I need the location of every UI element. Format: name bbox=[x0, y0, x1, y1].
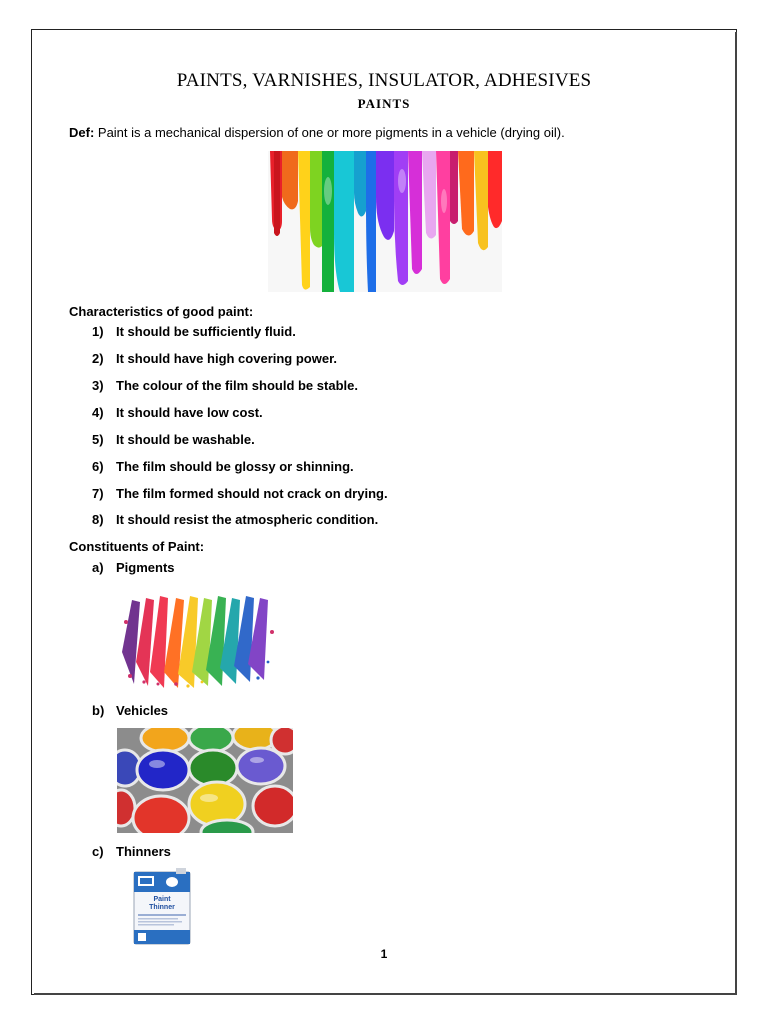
characteristic-item: 1) It should be sufficiently fluid. bbox=[92, 324, 296, 339]
pigments-image bbox=[118, 592, 278, 690]
thinner-can-label-line2: Thinner bbox=[149, 904, 175, 911]
characteristic-item: 6) The film should be glossy or shinning. bbox=[92, 459, 354, 474]
constituent-item-pigments: a) Pigments bbox=[92, 560, 175, 575]
constituent-item-vehicles: b) Vehicles bbox=[92, 703, 169, 718]
document-title: PAINTS, VARNISHES, INSULATOR, ADHESIVES bbox=[176, 70, 592, 91]
constituent-item-thinners: c) Thinners bbox=[92, 844, 171, 859]
definition-paragraph bbox=[69, 125, 565, 140]
characteristic-item: 3) The colour of the film should be stable. bbox=[92, 378, 358, 393]
dripping-paint-image bbox=[268, 151, 502, 292]
characteristic-item: 8) It should resist the atmospheric condition. bbox=[92, 512, 379, 527]
definition-text: Paint is a mechanical dispersion of one or more pigments in a vehicle (drying oil). bbox=[94, 125, 565, 140]
definition-label: Def: bbox=[69, 125, 95, 140]
thinner-can-label-line1: Paint bbox=[153, 896, 171, 903]
paint-cans-image bbox=[117, 728, 293, 833]
characteristic-item: 5) It should be washable. bbox=[92, 432, 255, 447]
paint-thinner-can-image bbox=[132, 868, 192, 946]
characteristic-item: 4) It should have low cost. bbox=[92, 405, 263, 420]
characteristic-item: 2) It should have high covering power. bbox=[92, 351, 338, 366]
characteristic-item: 7) The film formed should not crack on drying. bbox=[92, 486, 388, 501]
characteristics-heading: Characteristics of good paint: bbox=[69, 304, 254, 319]
page-number: 1 bbox=[380, 947, 388, 961]
constituents-heading: Constituents of Paint: bbox=[69, 539, 205, 554]
section-subtitle: PAINTS bbox=[357, 96, 411, 111]
